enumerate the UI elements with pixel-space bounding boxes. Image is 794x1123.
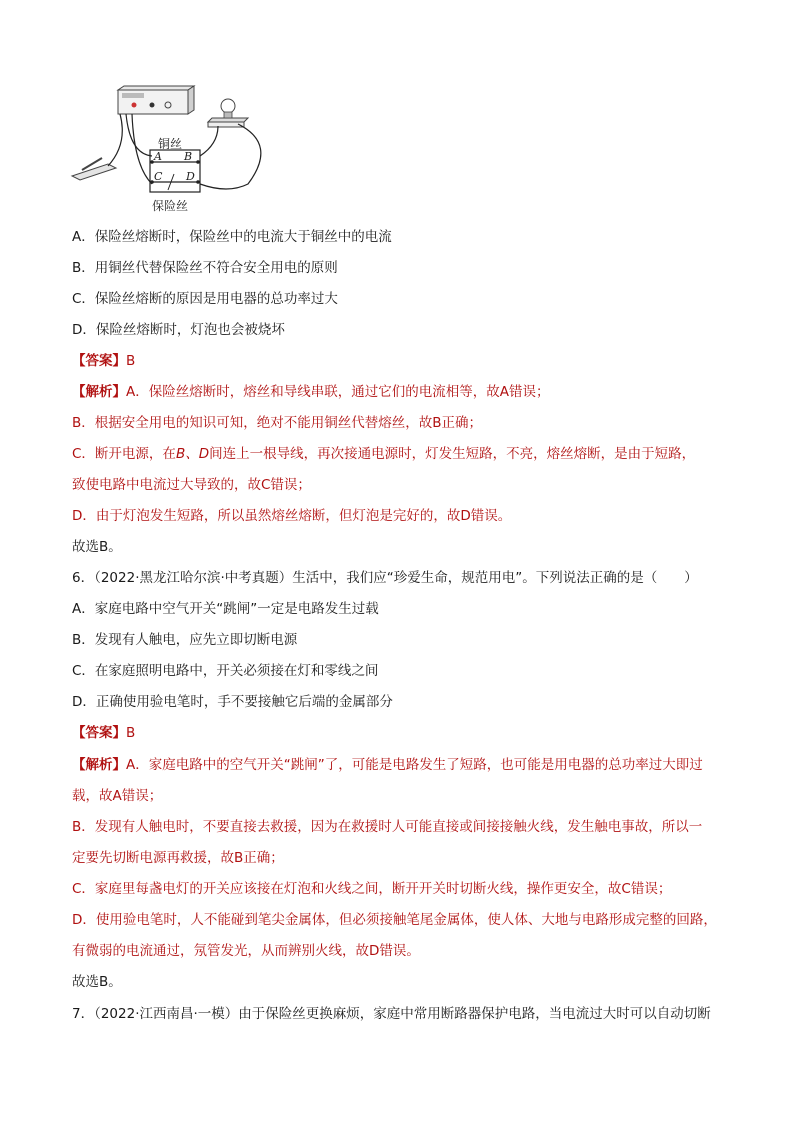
q5-option-a: A．保险丝熔断时，保险丝中的电流大于铜丝中的电流	[72, 229, 392, 245]
circuit-diagram	[68, 84, 288, 216]
q5-analysis-line: D．由于灯泡发生短路，所以虽然熔丝熔断，但灯泡是完好的，故D错误。	[72, 508, 512, 524]
q5-analysis-line: 致使电路中电流过大导致的，故C错误；	[72, 477, 311, 493]
q6-option-a: A．家庭电路中空气开关“跳闸”一定是电路发生过载	[72, 601, 379, 617]
q6-analysis-line: B．发现有人触电时，不要直接去救援，因为在救援时人可能直接或间接接触火线，发生触电事故，所以一	[72, 819, 703, 835]
analysis-tag: 【解析】	[72, 384, 126, 400]
point-b-label: B	[184, 150, 193, 163]
analysis-text: B、D	[175, 446, 210, 462]
q6-option-c: C．在家庭照明电路中，开关必须接在灯和零线之间	[72, 663, 379, 679]
q5-answer	[72, 352, 135, 370]
copper-wire-label: 铜丝	[158, 137, 183, 151]
analysis-text: 间连上一根导线，再次接通电源时，灯发生短路，不亮，熔丝熔断，是由于短路，	[209, 446, 696, 462]
q5-option-b: B．用铜丝代替保险丝不符合安全用电的原则	[72, 260, 338, 276]
q6-analysis-line: D．使用验电笔时，人不能碰到笔尖金属体，但必须接触笔尾金属体，使人体、大地与电路形成完整的回路，	[72, 912, 717, 928]
q6-analysis-line: 定要先切断电源再救援，故B正确；	[72, 850, 284, 866]
switch-icon	[72, 158, 116, 180]
q5-conclusion: 故选B。	[72, 539, 122, 555]
q7-stem: 7．（2022·江西南昌·一模）由于保险丝更换麻烦，家庭中常用断路器保护电路，当电流过大时可以自动切断	[72, 1006, 711, 1022]
q6-analysis-line: 载，故A错误；	[72, 788, 163, 804]
q6-analysis-line	[72, 756, 703, 774]
lamp-icon	[208, 99, 248, 127]
point-a-label: A	[154, 150, 162, 163]
power-supply-icon	[118, 86, 194, 114]
answer-tag: 【答案】	[72, 353, 126, 369]
q6-option-b: B．发现有人触电，应先立即切断电源	[72, 632, 298, 648]
q6-stem: 6．（2022·黑龙江哈尔滨·中考真题）生活中，我们应“珍爱生命，规范用电”。下列说法正确的是（ ）	[72, 570, 698, 586]
q6-answer	[72, 724, 135, 742]
point-d-label: D	[186, 170, 195, 183]
fuse-label: 保险丝	[152, 199, 189, 213]
q6-conclusion: 故选B。	[72, 974, 122, 990]
analysis-text: C．断开电源，在	[72, 446, 176, 462]
q5-analysis-line	[72, 383, 549, 401]
q5-option-d: D．保险丝熔断时，灯泡也会被烧坏	[72, 322, 285, 338]
q5-analysis-line: B．根据安全用电的知识可知，绝对不能用铜丝代替熔丝，故B正确；	[72, 415, 483, 431]
q6-analysis-line: C．家庭里每盏电灯的开关应该接在灯泡和火线之间，断开开关时切断火线，操作更安全，故C错误；	[72, 881, 672, 897]
q6-analysis-line: 有微弱的电流通过，氖管发光，从而辨别火线，故D错误。	[72, 943, 420, 959]
answer-value: B	[126, 725, 136, 741]
analysis-text: A．家庭电路中的空气开关“跳闸”了，可能是电路发生了短路，也可能是用电器的总功率过大即过	[126, 757, 703, 773]
q5-analysis-line	[72, 445, 695, 463]
answer-tag: 【答案】	[72, 725, 126, 741]
analysis-tag: 【解析】	[72, 757, 126, 773]
q6-option-d: D．正确使用验电笔时，手不要接触它后端的金属部分	[72, 694, 393, 710]
point-c-label: C	[154, 170, 163, 183]
answer-value: B	[126, 353, 136, 369]
q5-option-c: C．保险丝熔断的原因是用电器的总功率过大	[72, 291, 338, 307]
analysis-text: A．保险丝熔断时，熔丝和导线串联，通过它们的电流相等，故A错误；	[126, 384, 550, 400]
